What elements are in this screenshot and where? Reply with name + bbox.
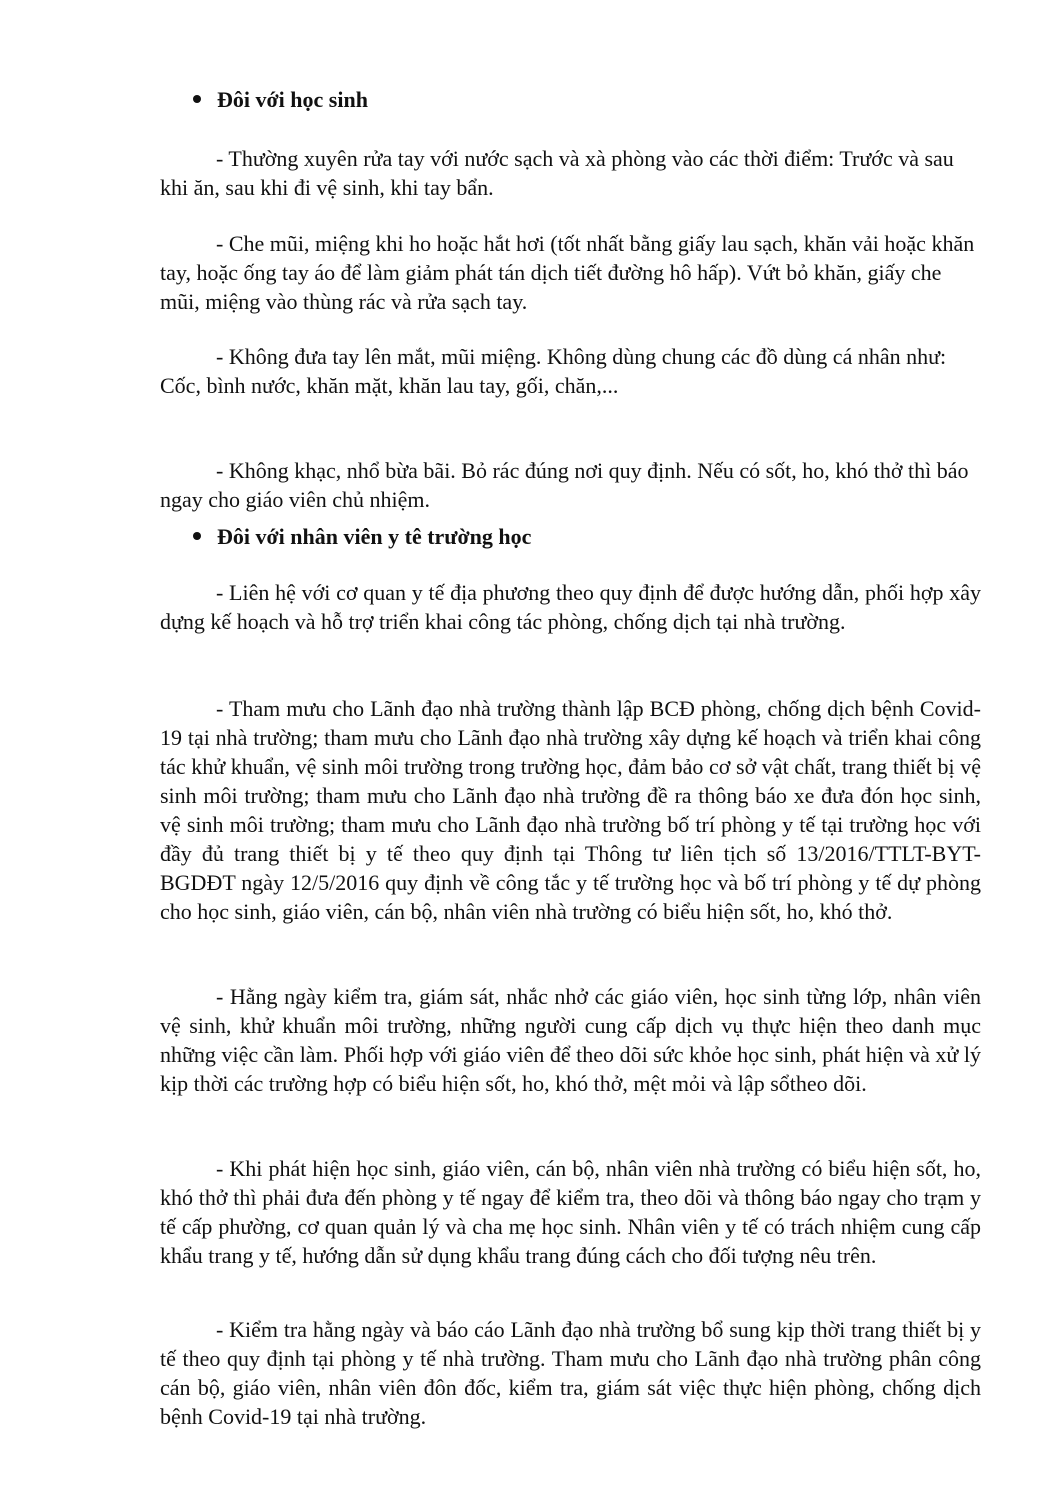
paragraph: - Kiểm tra hằng ngày và báo cáo Lãnh đạo nhà trường bổ sung kịp thời trang thiết bị y tế theo quy định tại phòng y tế nhà trường. Tham mưu cho Lãnh đạo nhà trường phân công cán bộ, giáo viên, nhân viên đôn đốc, kiểm tra, giám sát việc thực hiện phòng, chống dịch bệnh Covid-19 tại nhà trường. (160, 1317, 981, 1429)
paragraph: - Thường xuyên rửa tay với nước sạch và xà phòng vào các thời điểm: Trước và sau khi ăn, sau khi đi vệ sinh, khi tay bẩn. (160, 146, 954, 200)
paragraph: - Không đưa tay lên mắt, mũi miệng. Không dùng chung các đồ dùng cá nhân như: Cốc, bình nước, khăn mặt, khăn lau tay, gối, chăn,... (160, 344, 947, 398)
paragraph: - Hằng ngày kiểm tra, giám sát, nhắc nhở các giáo viên, học sinh từng lớp, nhân viên vệ sinh, khử khuẩn môi trường, những người cung cấp dịch vụ thực hiện theo danh mục những việc cần làm. Phối hợp với giáo viên để theo dõi sức khỏe học sinh, phát hiện và xử lý kịp thời các trường hợp có biểu hiện sốt, ho, khó thở, mệt mỏi và lập sổtheo dõi. (160, 984, 981, 1096)
paragraph: - Khi phát hiện học sinh, giáo viên, cán bộ, nhân viên nhà trường có biểu hiện sốt, ho, khó thở thì phải đưa đến phòng y tế ngay để kiểm tra, theo dõi và thông báo ngay cho trạm y tế cấp phường, cơ quan quản lý và cha mẹ học sinh. Nhân viên y tế có trách nhiệm cung cấp khẩu trang y tế, hướng dẫn sử dụng khẩu trang đúng cách cho đối tượng nêu trên. (160, 1156, 981, 1268)
paragraph: - Tham mưu cho Lãnh đạo nhà trường thành lập BCĐ phòng, chống dịch bệnh Covid-19 tại nhà trường; tham mưu cho Lãnh đạo nhà trường xây dựng kế hoạch và triển khai công tác khử khuẩn, vệ sinh môi trường trong trường học, đảm bảo cơ sở vật chất, trang thiết bị vệ sinh môi trường; tham mưu cho Lãnh đạo nhà trường đề ra thông báo xe đưa đón học sinh, vệ sinh môi trường; tham mưu cho Lãnh đạo nhà trường bố trí phòng y tế tại trường học với đầy đủ trang thiết bị y tế theo quy định tại Thông tư liên tịch số 13/2016/TTLT-BYT-BGDĐT ngày 12/5/2016 quy định về công tắc y tế trường học và bố trí phòng y tế dự phòng cho học sinh, giáo viên, cán bộ, nhân viên nhà trường có biểu hiện sốt, ho, khó thở. (160, 696, 981, 924)
section-heading-text: Đôi với nhân viên y tê trường học (217, 524, 532, 549)
section-heading-text: Đôi với học sinh (217, 87, 368, 112)
paragraph: - Không khạc, nhổ bừa bãi. Bỏ rác đúng nơi quy định. Nếu có sốt, ho, khó thở thì báo ngay cho giáo viên chủ nhiệm. (160, 458, 969, 512)
bullet-icon (193, 532, 201, 540)
paragraph: - Che mũi, miệng khi ho hoặc hắt hơi (tốt nhất bằng giấy lau sạch, khăn vải hoặc khăn tay, hoặc ống tay áo để làm giảm phát tán dịch tiết đường hô hấp). Vứt bỏ khăn, giấy che mũi, miệng vào thùng rác và rửa sạch tay. (160, 231, 975, 314)
paragraph: - Liên hệ với cơ quan y tế địa phương theo quy định để được hướng dẫn, phối hợp xây dựng kế hoạch và hỗ trợ triển khai công tác phòng, chống dịch tại nhà trường. (160, 580, 981, 634)
bullet-icon (193, 95, 201, 103)
